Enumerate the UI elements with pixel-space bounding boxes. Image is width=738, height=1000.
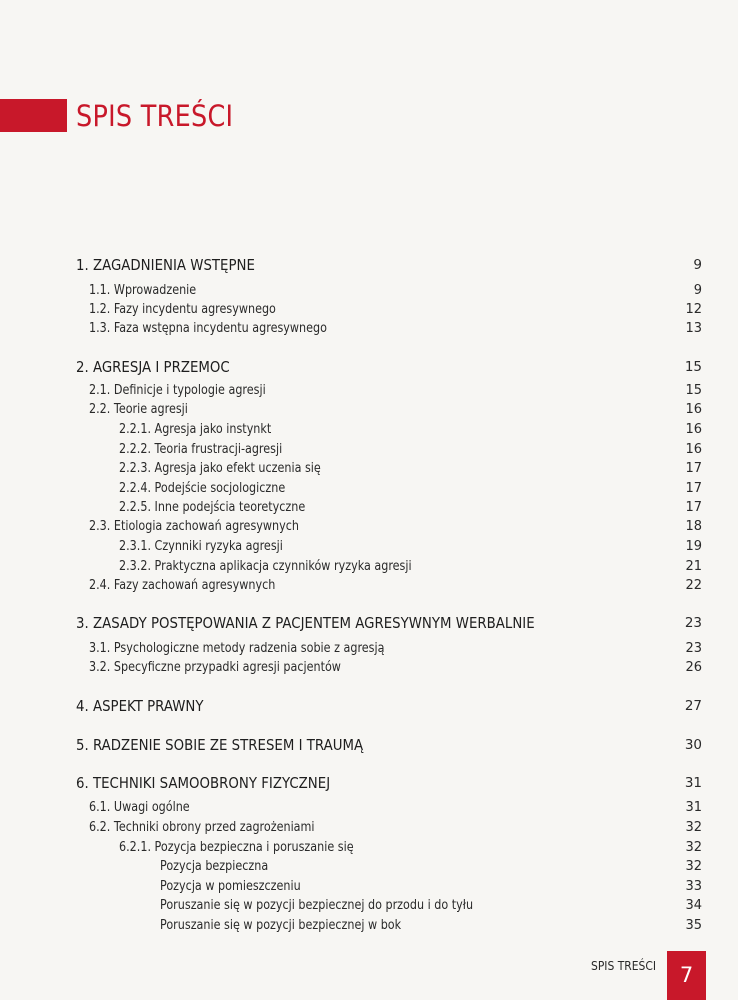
toc-entry-page: 15 <box>685 383 702 398</box>
toc-entry <box>0 639 738 658</box>
toc-entry-title: 2.2.4. Podejście socjologiczne <box>119 481 286 496</box>
toc-entry-title: Pozycja w pomieszczeniu <box>160 879 301 894</box>
toc-entry-title: 3.1. Psychologiczne metody radzenia sobie z agresją <box>89 641 385 656</box>
toc-entry-title: 2.2.2. Teoria frustracji-agresji <box>119 442 283 457</box>
toc-entry <box>0 381 738 400</box>
toc-entry-title: 5. RADZENIE SOBIE ZE STRESEM I TRAUMĄ <box>76 736 364 754</box>
toc-entry-page: 31 <box>685 800 702 815</box>
toc-entry-page: 9 <box>693 283 702 298</box>
toc-entry-title: 2.2.5. Inne podejścia teoretyczne <box>119 500 306 515</box>
toc-entry-page: 9 <box>693 257 702 273</box>
toc-entry-page: 16 <box>685 402 702 417</box>
toc-entry-title: 2.2.1. Agresja jako instynkt <box>119 422 272 437</box>
toc-entry-page: 19 <box>685 539 702 554</box>
toc-entry-title: 2.3. Etiologia zachowań agresywnych <box>89 519 299 534</box>
toc-entry-page: 16 <box>685 442 702 457</box>
page-title: SPIS TREŚCI <box>76 99 234 133</box>
toc-entry-page: 35 <box>685 918 702 933</box>
toc-entry-page: 32 <box>685 859 702 874</box>
toc-entry <box>0 576 738 595</box>
toc-entry-title: 2.3.1. Czynniki ryzyka agresji <box>119 539 283 554</box>
toc-entry-title: 6.2. Techniki obrony przed zagrożeniami <box>89 820 315 835</box>
toc-entry-page: 17 <box>685 481 702 496</box>
toc-entry <box>0 818 738 837</box>
toc-entry-page: 15 <box>684 359 702 375</box>
toc-entry <box>0 877 738 896</box>
toc-entry-page: 32 <box>685 840 702 855</box>
toc-entry-page: 16 <box>685 422 702 437</box>
toc-entry <box>0 896 738 915</box>
toc-entry <box>0 459 738 478</box>
toc-entry-title: 2.2.3. Agresja jako efekt uczenia się <box>119 461 321 476</box>
toc-entry-title: 2.4. Fazy zachowań agresywnych <box>89 578 276 593</box>
title-accent-bar <box>0 99 67 132</box>
toc-entry-page: 34 <box>685 898 702 913</box>
toc-entry-page: 26 <box>685 660 702 675</box>
toc-entry-title: 6.2.1. Pozycja bezpieczna i poruszanie się <box>119 840 354 855</box>
toc-entry-page: 31 <box>684 775 702 791</box>
toc-entry <box>0 440 738 459</box>
toc-entry-title: 6. TECHNIKI SAMOOBRONY FIZYCZNEJ <box>76 774 331 792</box>
toc-entry <box>0 319 738 338</box>
toc-entry <box>0 400 738 419</box>
toc-entry <box>0 838 738 857</box>
toc-entry-page: 32 <box>685 820 702 835</box>
toc-entry-title: 3. ZASADY POSTĘPOWANIA Z PACJENTEM AGRESYWNYM WERBALNIE <box>76 614 535 632</box>
toc-entry-title: 1.1. Wprowadzenie <box>89 283 197 298</box>
toc-entry-title: 6.1. Uwagi ogólne <box>89 800 190 815</box>
toc-entry-page: 17 <box>685 461 702 476</box>
toc-chapter <box>0 256 738 275</box>
toc-entry-page: 17 <box>685 500 702 515</box>
toc-entry <box>0 537 738 556</box>
toc-entry <box>0 300 738 319</box>
toc-entry-title: Pozycja bezpieczna <box>160 859 269 874</box>
toc-entry-page: 22 <box>685 578 702 593</box>
toc-entry-page: 23 <box>685 641 702 656</box>
toc-entry <box>0 658 738 677</box>
toc-entry-title: 2.2. Teorie agresji <box>89 402 188 417</box>
toc-entry-title: Poruszanie się w pozycji bezpiecznej do przodu i do tyłu <box>160 898 474 913</box>
toc-entry-title: 1.2. Fazy incydentu agresywnego <box>89 302 276 317</box>
toc-chapter <box>0 358 738 377</box>
toc-entry-page: 30 <box>684 737 702 753</box>
toc-entry <box>0 798 738 817</box>
toc-entry-page: 18 <box>685 519 702 534</box>
toc-entry-title: 1.3. Faza wstępna incydentu agresywnego <box>89 321 327 336</box>
toc-chapter <box>0 774 738 793</box>
toc-entry-page: 12 <box>685 302 702 317</box>
toc-chapter <box>0 614 738 633</box>
footer-section-label: SPIS TREŚCI <box>591 958 657 973</box>
toc-entry-page: 13 <box>685 321 702 336</box>
toc-entry-page: 27 <box>684 698 702 714</box>
toc-chapter <box>0 697 738 716</box>
toc-chapter <box>0 736 738 755</box>
toc-entry <box>0 479 738 498</box>
page-number: 7 <box>667 951 706 1000</box>
toc-entry <box>0 857 738 876</box>
toc-entry-title: 4. ASPEKT PRAWNY <box>76 697 204 715</box>
toc-entry-page: 23 <box>684 615 702 631</box>
toc-entry <box>0 557 738 576</box>
toc-entry <box>0 498 738 517</box>
toc-entry-title: 2.3.2. Praktyczna aplikacja czynników ryzyka agresji <box>119 559 412 574</box>
toc-entry-title: Poruszanie się w pozycji bezpiecznej w bok <box>160 918 402 933</box>
toc-entry-title: 2.1. Definicje i typologie agresji <box>89 383 266 398</box>
toc-entry <box>0 281 738 300</box>
toc-entry-page: 33 <box>685 879 702 894</box>
toc-entry-title: 1. ZAGADNIENIA WSTĘPNE <box>76 256 255 274</box>
toc-entry-title: 2. AGRESJA I PRZEMOC <box>76 358 230 376</box>
toc-entry <box>0 517 738 536</box>
toc-entry-title: 3.2. Specyficzne przypadki agresji pacjentów <box>89 660 341 675</box>
toc-entry <box>0 420 738 439</box>
toc-entry-page: 21 <box>685 559 702 574</box>
toc-entry <box>0 916 738 935</box>
